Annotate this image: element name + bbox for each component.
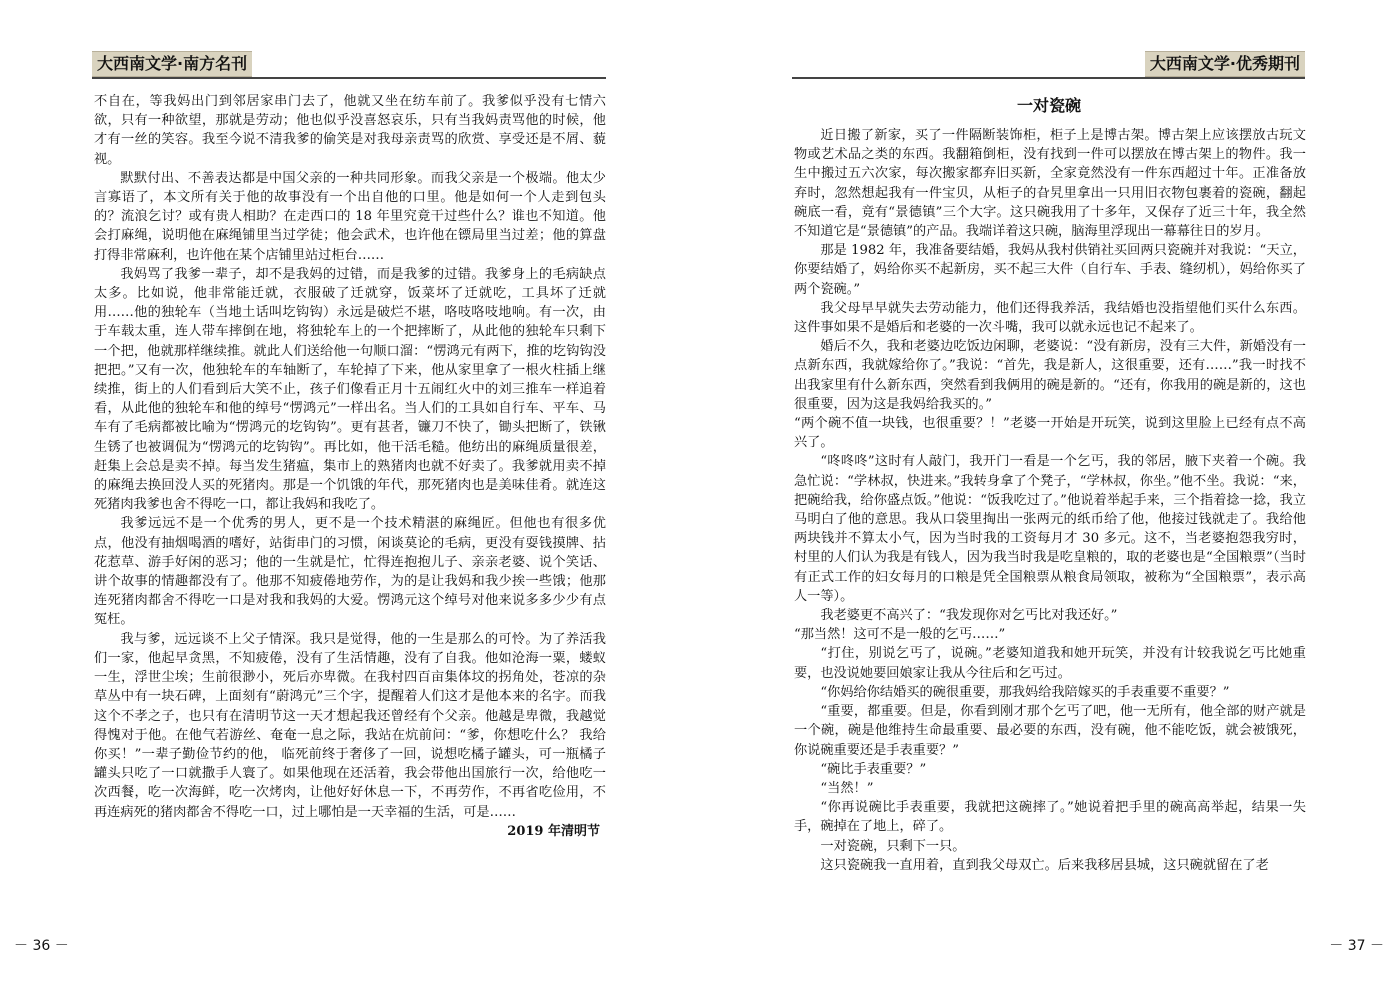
right-article-body (794, 126, 1306, 875)
body-paragraph: “两个碗不值一块钱，也很重要？！”老婆一开始是开玩笑，说到这里脸上已经有点不高兴了。 (794, 416, 1306, 451)
body-paragraph: 近日搬了新家，买了一件隔断装饰柜，柜子上是博古架。博古架上应该摆放古玩文物或艺术品之类的东西。我翻箱倒柜，没有找到一件可以摆放在博古架上的物件。我一生中搬过五六次家，每次搬家都弃旧买新，全家竟然没有一件东西超过十年。正准备放弃时，忽然想起我有一件宝贝，从柜子的旮旯里拿出一只用旧衣物包裹着的瓷碗，翻起碗底一看，竟有“景德镇”三个大字。这只碗我用了十多年，又保存了近三十年，我全然不知道它是“景德镇”的产品。我端详着这只碗，脑海里浮现出一幕幕往日的岁月。 (794, 128, 1306, 240)
body-paragraph: 不自在，等我妈出门到邻居家串门去了，他就又坐在纺车前了。我爹似乎没有七情六欲，只有一种欲望，那就是劳动；他也似乎没喜怒哀乐，只有当我妈责骂他的时候，他才有一丝的笑容。我至今说不清我爹的偷笑是对我母亲责骂的欣赏、享受还是不屑、藐视。 (94, 94, 606, 167)
body-paragraph: “那当然！这可不是一般的乞丐……” (794, 627, 1006, 643)
body-paragraph: 那是 1982 年，我准备要结婚，我妈从我村供销社买回两只瓷碗并对我说：“天立，你要结婚了，妈给你买不起新房，买不起三大件（自行车、手表、缝纫机），妈给你买了两个瓷碗。” (794, 243, 1306, 297)
body-paragraph: “碗比手表重要？” (820, 761, 927, 777)
body-paragraph: 我老婆更不高兴了：“我发现你对乞丐比对我还好。” (820, 608, 1118, 624)
body-paragraph: 这只瓷碗我一直用着，直到我父母双亡。后来我移居县城，这只碗就留在了老 (820, 857, 1269, 873)
body-paragraph: “打住，别说乞丐了，说碗。”老婆知道我和她开玩笑，并没有计较我说乞丐比她重要，也没说她要回娘家让我从今往后和乞丐过。 (794, 646, 1306, 681)
body-paragraph: 我爹远远不是一个优秀的男人，更不是一个技术精湛的麻绳匠。但他也有很多优点，他没有抽烟喝酒的嗜好，站街串门的习惯，闲谈莫论的毛病，更没有耍钱摸牌、拈花惹草、游手好闲的恶习；他的一生就是忙，忙得连抱抱儿子、亲亲老婆、说个笑话、讲个故事的情趣都没有了。他那不知疲倦地劳作，为的是让我妈和我少挨一些饿；他那连死猪肉都舍不得吃一口是对我和我妈的大爱。愣鸿元这个绰号对他来说多多少少有点冤枉。 (94, 516, 606, 628)
article-date-signoff: 2019 年清明节 (507, 823, 600, 839)
body-paragraph: “你妈给你结婚买的碗很重要，那我妈给我陪嫁买的手表重要不重要？” (820, 684, 1230, 700)
running-header-left: 大西南文学·南方名刊 (92, 51, 252, 77)
left-article-body (94, 92, 606, 841)
body-paragraph: 默默付出、不善表达都是中国父亲的一种共同形象。而我父亲是一个极端。他太少言寡语了，本文所有关于他的故事没有一个出自他的口里。他是如何一个人走到包头的？流浪乞讨？或有贵人相助？在走西口的 18 年里究竟干过些什么？谁也不知道。他会打麻绳，说明他在麻绳铺里当过学徒；他会武术，也许他在镖局里当过差；他的算盘打得非常麻利，也许他在某个店铺里站过柜台…… (94, 170, 606, 263)
running-header-right: 大西南文学·优秀期刊 (1145, 51, 1305, 77)
right-page (699, 0, 1398, 982)
header-divider-left (92, 77, 606, 79)
body-paragraph: “你再说碗比手表重要，我就把这碗摔了。”她说着把手里的碗高高举起，结果一失手，碗掉在了地上，碎了。 (794, 800, 1306, 835)
body-paragraph: “重要，都重要。但是，你看到刚才那个乞丐了吧，他一无所有，他全部的财产就是一个碗，碗是他维持生命最重要、最必要的东西，没有碗，他不能吃饭，就会被饿死，你说碗重要还是手表重要？” (794, 704, 1306, 758)
body-paragraph: “咚咚咚”这时有人敲门，我开门一看是一个乞丐，我的邻居，腋下夹着一个碗。我急忙说：“学林叔，快进来。”我转身拿了个凳子，“学林叔，你坐。”他不坐。我说：“来，把碗给我，给你盛点饭。”他说：“饭我吃过了。”他说着举起手来，三个指着捻一捻，我立马明白了他的意思。我从口袋里掏出一张两元的纸币给了他，他接过钱就走了。我给他两块钱并不算太小气，因为当时我的工资每月才 30 多元。这不，当老婆抱怨我穷时，村里的人们认为我是有钱人，因为我当时我是吃皇粮的，取的老婆也是“全国粮票”（当时有正式工作的妇女每月的口粮是凭全国粮票从粮食局领取，被称为“全国粮票”，表示高人一等）。 (794, 454, 1306, 604)
page-number-left: － 36 － (14, 938, 69, 954)
body-paragraph: 我与爹，远远谈不上父子情深。我只是觉得，他的一生是那么的可怜。为了养活我们一家，他起早贪黑，不知疲倦，没有了生活情趣，没有了自我。他如沧海一粟，蝼蚁一生，浮世尘埃；生前很渺小，死后亦卑微。在我村四百亩集体坟的拐角处，苍凉的杂草丛中有一块石碑，上面刻有“蔚鸿元”三个字，提醒着人们这才是他本来的名字。而我这个不孝之子，也只有在清明节这一天才想起我还曾经有个父亲。他越是卑微，我越觉得愧对于他。在他气若游丝、奄奄一息之际，我站在炕前问：“爹，你想吃什么？ 我给你买！”一辈子勤俭节约的他， 临死前终于奢侈了一回，说想吃橘子罐头，可一瓶橘子罐头只吃了一口就撒手人寰了。如果他现在还活着，我会带他出国旅行一次，给他吃一次西餐，吃一次海鲜，吃一次烤肉，让他好好休息一下，不再劳作，不再省吃俭用，不再连病死的猪肉都舍不得吃一口，过上哪怕是一天幸福的生活，可是…… (94, 631, 606, 820)
page-number-right: － 37 － (1329, 938, 1384, 954)
body-paragraph: 我父母早早就失去劳动能力，他们还得我养活，我结婚也没指望他们买什么东西。这件事如果不是婚后和老婆的一次斗嘴，我可以就永远也记不起来了。 (794, 300, 1306, 336)
body-paragraph: 婚后不久，我和老婆边吃饭边闲聊，老婆说：“没有新房，没有三大件，新婚没有一点新东西，我就嫁给你了。”我说：“首先，我是新人，这很重要，还有……”我一时找不出我家里有什么新东西，突然看到我俩用的碗是新的。“还有，你我用的碗是新的，这也很重要，因为这是我妈给我买的。” (794, 339, 1306, 412)
body-paragraph: 我妈骂了我爹一辈子，却不是我妈的过错，而是我爹的过错。我爹身上的毛病缺点太多。比如说，他非常能迁就，衣服破了迁就穿，饭菜坏了迁就吃，工具坏了迁就用……他的独轮车（当地土话叫圪钩钩）永远是破烂不堪，咯吱咯吱地响。有一次，由于车载太重，连人带车摔倒在地，将独轮车上的一个把摔断了，从此他的独轮车只剩下一个把，他就那样继续推。就此人们送给他一句顺口溜：“愣鸿元有两下，推的圪钩钩没把把。”又有一次，他独轮车的车轴断了，车轮掉了下来，他从家里拿了一根火柱插上继续推，街上的人们看到后大笑不止，孩子们像看正月十五闹红火中的刘三推车一样追着看，从此他的独轮车和他的绰号“愣鸿元”一样出名。当人们的工具如自行车、平车、马车有了毛病都被比喻为“愣鸿元的圪钩钩”。更有甚者，镰刀不快了，锄头把断了，铁锹生锈了也被调侃为“愣鸿元的圪钩钩”。再比如，他干活毛糙。他纺出的麻绳质量很差，赶集上会总是卖不掉。每当发生猪瘟，集市上的熟猪肉也就不好卖了。我爹就用卖不掉的麻绳去换回没人买的死猪肉。那是一个饥饿的年代，那死猪肉也是美味佳肴。就连这死猪肉我爹也舍不得吃一口，都让我妈和我吃了。 (94, 266, 606, 513)
article-title: 一对瓷碗 (1016, 96, 1081, 115)
body-paragraph: 一对瓷碗，只剩下一只。 (820, 838, 966, 854)
body-paragraph: “当然！” (820, 780, 874, 796)
header-divider-right (792, 77, 1305, 79)
